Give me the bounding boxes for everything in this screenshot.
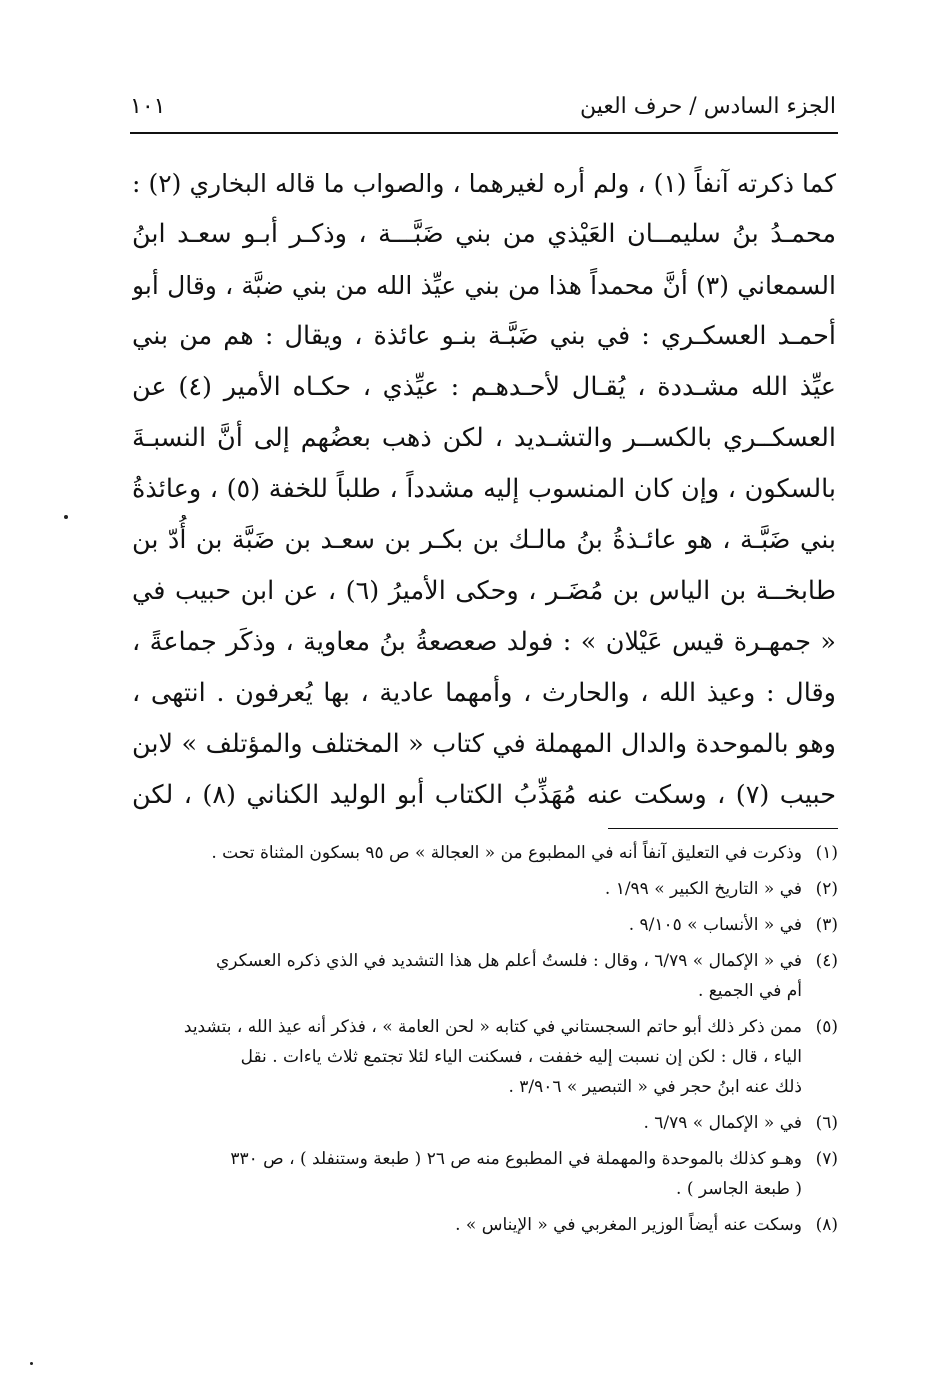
footnote-number: (٣) bbox=[815, 915, 838, 935]
text-line: العسكــري بالكســر والتشـديد ، لكن ذهب بعضُهم إلى أنَّ النسبـةَ bbox=[132, 423, 836, 453]
footnote-text: وسكت عنه أيضاً الوزير المغربي في « الإيناس » . bbox=[455, 1215, 802, 1235]
text-line: بالسكون ، وإن كان المنسوب إليه مشدداً ، طلباً للخفة (٥) ، وعائذةُ bbox=[132, 474, 836, 504]
footnote-number: (٢) bbox=[815, 879, 838, 899]
text-line: وقال : وعيذ الله ، والحارث ، وأمهما عادية ، بها يُعرفون . انتهى ، bbox=[132, 678, 836, 708]
footnote bbox=[132, 946, 838, 1006]
text-line: عيِّذ الله مشـددة ، يُقـال لأحـدهـم : عيِّذي ، حكـاه الأمير (٤) عن bbox=[132, 372, 836, 402]
text-line: كما ذكرته آنفاً (١) ، ولم أره لغيرهما ، والصواب ما قاله البخاري (٢) : bbox=[132, 169, 836, 198]
footnote bbox=[132, 1108, 838, 1138]
footnote-number: (٤) bbox=[815, 951, 838, 971]
footnote bbox=[132, 1144, 838, 1204]
footnote bbox=[132, 874, 838, 904]
footnote-text: وهـو كذلك بالموحدة والمهملة في المطبوع منه ص ٢٦ ( طبعة وستنفلد ) ، ص ٣٣٠ bbox=[230, 1149, 802, 1169]
text-line: محمـدُ بنُ سليمــان العَيْذي من بني ضَبَّـــة ، وذكـر أبـو سعـد ابنُ bbox=[132, 219, 836, 249]
page-header bbox=[130, 88, 836, 124]
page-number: ١٠١ bbox=[130, 93, 166, 119]
header-rule bbox=[130, 132, 838, 134]
footnote-text: ممن ذكر ذلك أبو حاتم السجستاني في كتابه « لحن العامة » ، فذكر أنه عيذ الله ، بتشديد bbox=[183, 1017, 802, 1037]
footnote bbox=[132, 910, 838, 940]
scan-speck bbox=[64, 515, 68, 519]
footnote-number: (٧) bbox=[815, 1149, 838, 1169]
running-title: الجزء السادس / حرف العين bbox=[579, 93, 836, 119]
footnote bbox=[132, 1012, 838, 1102]
footnote-text: ذلك عنه ابنُ حجر في « التبصير » ٣/٩٠٦ . bbox=[508, 1077, 802, 1097]
footnotes bbox=[132, 838, 838, 1246]
footnote-text: الياء ، قال : لكن إن نسبت إليه خففت ، فسكنت الياء لئلا تجتمع ثلاث ياءات . نقل bbox=[240, 1047, 802, 1067]
footnote-text: في « التاريخ الكبير » ١/٩٩ . bbox=[604, 879, 802, 899]
footnote-number: (٥) bbox=[815, 1017, 838, 1037]
footnote-number: (٨) bbox=[815, 1215, 838, 1235]
main-text bbox=[132, 158, 836, 821]
footnote-text: وذكرت في التعليق آنفاً أنه في المطبوع من « العجالة » ص ٩٥ بسكون المثناة تحت . bbox=[211, 843, 802, 863]
text-line: أحمـد العسكـري : في بني ضَبَّـة بنـو عائذة ، ويقال : هم من بني bbox=[132, 321, 836, 351]
text-line: وهو بالموحدة والدال المهملة في كتاب « المختلف والمؤتلف » لابن bbox=[132, 729, 836, 759]
footnote bbox=[132, 1210, 838, 1240]
footnote-number: (١) bbox=[815, 843, 838, 863]
footnote-number: (٦) bbox=[815, 1113, 838, 1133]
footnote-separator bbox=[608, 828, 838, 829]
text-line: السمعاني (٣) أنَّ محمداً هذا من بني عيِّذ الله من بني ضبَّة ، وقال أبو bbox=[132, 271, 836, 300]
text-line: « جمهـرة قيس عَيْلان » : فولد صعصعةُ بنُ معاوية ، وذكَر جماعةً ، bbox=[132, 627, 836, 657]
footnote-text: في « الإكمال » ٦/٧٩ ، وقال : فلستُ أعلم هل هذا التشديد في الذي ذكره العسكري bbox=[215, 951, 802, 971]
footnote-text: في « الإكمال » ٦/٧٩ . bbox=[643, 1113, 802, 1133]
scan-speck bbox=[30, 1362, 33, 1365]
text-line: حبيب (٧) ، وسكت عنه مُهَذِّبُ الكتاب أبو الوليد الكناني (٨) ، لكن bbox=[132, 780, 836, 810]
footnote-text: ( طبعة الجاسر ) . bbox=[676, 1179, 802, 1199]
text-line: بني ضَبَّـة ، هو عائـذةُ بنُ مالـك بن بكـر بن سعـد بن ضَبَّة بن أُدّ بن bbox=[132, 525, 836, 555]
text-line: طابخــة بن الياس بن مُضَـر ، وحكى الأميرُ (٦) ، عن ابن حبيب في bbox=[132, 576, 836, 606]
footnote-text: أم في الجميع . bbox=[697, 981, 802, 1001]
footnote bbox=[132, 838, 838, 868]
footnote-text: في « الأنساب » ٩/١٠٥ . bbox=[628, 915, 802, 935]
